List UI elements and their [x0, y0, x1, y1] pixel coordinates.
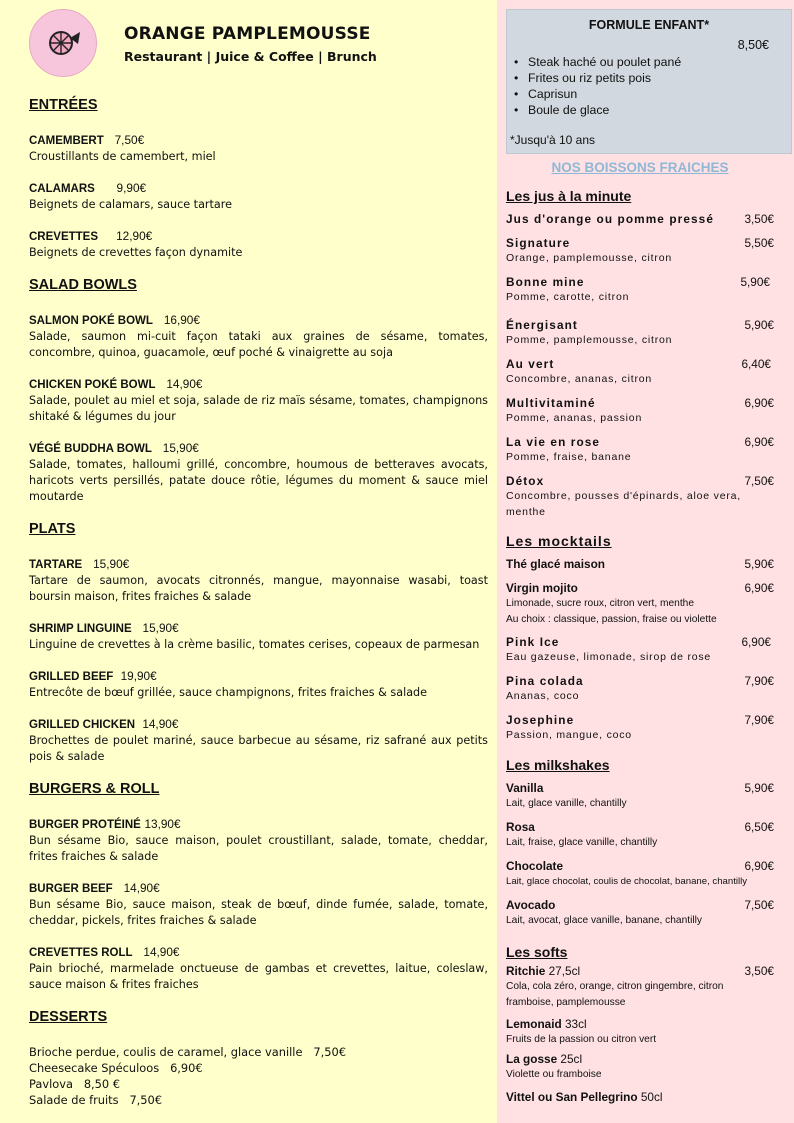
item-name: CHICKEN POKÉ BOWL — [29, 379, 156, 391]
logo — [29, 9, 97, 77]
menu-item — [29, 716, 488, 765]
item-price: 14,90€ — [142, 717, 179, 731]
list-item: • Boule de glace — [528, 102, 681, 118]
restaurant-tagline: Restaurant | Juice & Coffee | Brunch — [124, 49, 377, 64]
kids-menu-note: *Jusqu'à 10 ans — [510, 133, 596, 147]
section-title-softs: Les softs — [506, 944, 568, 960]
item-description: Brochettes de poulet mariné, sauce barbecue au sésame, riz safrané aux petits pois & salade — [29, 734, 488, 763]
drink-price: 6,90€ — [741, 635, 771, 649]
item-name: Pavlova — [29, 1077, 73, 1091]
drink-name: Ritchie — [506, 964, 546, 978]
item-name: SHRIMP LINGUINE — [29, 623, 132, 635]
drink-description-choice: Au choix : classique, passion, fraise ou violette — [506, 613, 717, 625]
drink-name: Avocado — [506, 898, 556, 912]
drink-name: La gosse — [506, 1052, 558, 1066]
drink-volume: 25cl — [560, 1052, 583, 1066]
drink-description: Pomme, ananas, passion — [506, 412, 643, 424]
drink-name: Au vert — [506, 357, 555, 371]
menu-item — [29, 816, 488, 865]
drink-name: Bonne mine — [506, 275, 585, 289]
dessert-list — [29, 1044, 346, 1108]
item-name: CALAMARS — [29, 183, 95, 195]
drink-name: Détox — [506, 474, 545, 488]
drink-price: 6,90€ — [744, 859, 774, 873]
drink-price: 5,50€ — [744, 236, 774, 250]
menu-item — [29, 944, 488, 993]
drink-item — [506, 317, 774, 349]
drink-description: Pomme, pamplemousse, citron — [506, 334, 673, 346]
item-name: TARTARE — [29, 559, 83, 571]
drink-description: Lait, fraise, glace vanille, chantilly — [506, 837, 658, 848]
drink-name: Énergisant — [506, 318, 578, 332]
drink-volume: 50cl — [640, 1090, 663, 1104]
item-price: 14,90€ — [166, 377, 203, 391]
list-item — [29, 1092, 346, 1108]
item-name: GRILLED CHICKEN — [29, 719, 136, 731]
menu-item — [29, 556, 488, 605]
drink-item — [506, 673, 774, 705]
item-price: 7,50€ — [129, 1093, 163, 1107]
drink-description: Lait, avocat, glace vanille, banane, chantilly — [506, 915, 702, 926]
item-description: Pain brioché, marmelade onctueuse de gambas et crevettes, laitue, coleslaw, sauce maison & frites fraiches — [29, 962, 488, 991]
item-price: 14,90€ — [143, 945, 180, 959]
section-title-milkshakes: Les milkshakes — [506, 757, 610, 773]
restaurant-name: ORANGE PAMPLEMOUSSE — [124, 24, 371, 44]
drink-item — [506, 556, 774, 572]
item-price: 7,50€ — [313, 1045, 346, 1059]
section-title-salad-bowls: SALAD BOWLS — [29, 277, 137, 293]
drink-item — [506, 897, 774, 929]
drink-price: 7,90€ — [744, 713, 774, 727]
drink-name: La vie en rose — [506, 435, 601, 449]
item-description: Beignets de calamars, sauce tartare — [29, 198, 233, 211]
drink-price: 7,50€ — [744, 898, 774, 912]
drink-description: Eau gazeuse, limonade, sirop de rose — [506, 651, 712, 663]
drink-item — [506, 780, 774, 812]
item-description: Bun sésame Bio, sauce maison, steak de bœuf, dinde fumée, salade, tomate, cheddar, pickels, frites fraiches & salade — [29, 898, 488, 927]
drink-name: Virgin mojito — [506, 581, 578, 595]
item-price: 7,50€ — [114, 133, 145, 147]
item-description: Beignets de crevettes façon dynamite — [29, 246, 243, 259]
item-description: Entrecôte de bœuf grillée, sauce champignons, frites fraiches & salade — [29, 686, 428, 699]
menu-item — [29, 132, 488, 165]
drink-item — [506, 211, 774, 227]
drink-description: Violette ou framboise — [506, 1069, 602, 1080]
drink-price: 6,90€ — [744, 581, 774, 595]
drink-price: 6,90€ — [744, 435, 774, 449]
drink-description: Lait, glace chocolat, coulis de chocolat, banane, chantilly — [506, 876, 748, 887]
drink-price: 5,90€ — [744, 781, 774, 795]
drink-description: Cola, cola zéro, orange, citron gingembre, citron framboise, pamplemousse — [506, 981, 724, 1008]
item-name: BURGER PROTÉINÉ — [29, 819, 141, 831]
list-item — [29, 1044, 346, 1060]
drink-item — [506, 634, 774, 666]
section-title-entrees: ENTRÉES — [29, 97, 98, 113]
item-name: CREVETTES ROLL — [29, 947, 133, 959]
item-description: Salade, saumon mi-cuit façon tataki aux graines de sésame, tomates, concombre, quinoa, guacamole, œuf poché & vinaigrette au soja — [29, 330, 488, 359]
drinks-title: NOS BOISSONS FRAICHES — [551, 160, 729, 175]
drink-item — [506, 1016, 774, 1048]
kids-menu-list — [528, 54, 681, 118]
item-price: 15,90€ — [162, 441, 199, 455]
drink-item — [506, 395, 774, 427]
drink-price: 5,90€ — [744, 318, 774, 332]
section-title-jus: Les jus à la minute — [506, 188, 632, 204]
drink-price: 3,50€ — [744, 964, 774, 978]
drink-name: Rosa — [506, 820, 535, 834]
item-name: Cheesecake Spéculoos — [29, 1061, 160, 1075]
drink-description: Ananas, coco — [506, 690, 580, 702]
menu-item — [29, 180, 488, 213]
drink-name: Jus d'orange ou pomme pressé — [506, 212, 714, 226]
drink-price: 6,40€ — [741, 357, 771, 371]
drink-description: Orange, pamplemousse, citron — [506, 252, 672, 264]
kids-menu-box — [506, 9, 792, 154]
drink-item — [506, 580, 774, 627]
list-item: • Steak haché ou poulet pané — [528, 54, 681, 70]
item-price: 14,90€ — [123, 881, 160, 895]
drink-item — [506, 274, 774, 306]
item-price: 15,90€ — [142, 621, 179, 635]
drink-price: 5,90€ — [744, 557, 774, 571]
list-item — [29, 1076, 346, 1092]
drink-item — [506, 235, 774, 267]
list-item — [29, 1060, 346, 1076]
drink-description: Passion, mangue, coco — [506, 729, 632, 741]
drink-name: Vanilla — [506, 781, 544, 795]
grapefruit-icon — [30, 10, 98, 78]
menu-item — [29, 376, 488, 425]
drink-description: Pomme, carotte, citron — [506, 291, 630, 303]
section-title-plats: PLATS — [29, 521, 76, 537]
drink-description: Lait, glace vanille, chantilly — [506, 798, 627, 809]
item-name: GRILLED BEEF — [29, 671, 114, 683]
list-item: • Caprisun — [528, 86, 681, 102]
drink-price: 5,90€ — [740, 275, 770, 289]
drink-volume: 33cl — [565, 1017, 587, 1031]
item-price: 19,90€ — [120, 669, 157, 683]
item-price: 13,90€ — [144, 817, 181, 831]
item-description: Croustillants de camembert, miel — [29, 150, 216, 163]
item-description: Salade, tomates, halloumi grillé, concombre, houmous de betteraves avocats, haricots verts persillés, patate douce rôtie, légumes du moment & sauce miel moutarde — [29, 458, 488, 503]
drink-item — [506, 356, 774, 388]
kids-menu-price: 8,50€ — [737, 38, 769, 52]
menu-item — [29, 668, 488, 701]
item-description: Salade, poulet au miel et soja, salade de riz maïs sésame, tomates, champignons shitaké & légumes du jour — [29, 394, 488, 423]
drink-description: Pomme, fraise, banane — [506, 451, 632, 463]
menu-item — [29, 312, 488, 361]
drink-name: Josephine — [506, 713, 575, 727]
item-name: CREVETTES — [29, 231, 99, 243]
drink-item — [506, 858, 774, 890]
drink-name: Chocolate — [506, 859, 564, 873]
drink-item — [506, 1051, 774, 1083]
drink-price: 7,90€ — [744, 674, 774, 688]
drink-price: 6,50€ — [744, 820, 774, 834]
section-title-mocktails: Les mocktails — [506, 533, 612, 549]
drink-description: Limonade, sucre roux, citron vert, menthe — [506, 598, 694, 609]
item-description: Linguine de crevettes à la crème basilic, tomates cerises, copeaux de parmesan — [29, 638, 480, 651]
drink-item — [506, 963, 774, 1010]
drink-item — [506, 1089, 774, 1105]
section-title-burgers: BURGERS & ROLL — [29, 781, 160, 797]
drink-description: Fruits de la passion ou citron vert — [506, 1034, 657, 1045]
item-price: 16,90€ — [163, 313, 200, 327]
item-price: 9,90€ — [116, 181, 147, 195]
drink-item — [506, 473, 774, 520]
drink-volume: 27,5cl — [548, 964, 581, 978]
drink-name: Thé glacé maison — [506, 557, 605, 571]
drink-item — [506, 712, 774, 744]
item-price: 15,90€ — [93, 557, 130, 571]
item-name: Brioche perdue, coulis de caramel, glace vanille — [29, 1045, 303, 1059]
section-title-desserts: DESSERTS — [29, 1009, 108, 1025]
item-price: 8,50 € — [83, 1077, 121, 1091]
item-name: VÉGÉ BUDDHA BOWL — [29, 443, 152, 455]
item-name: Salade de fruits — [29, 1093, 119, 1107]
item-name: BURGER BEEF — [29, 883, 113, 895]
drink-name: Signature — [506, 236, 571, 250]
item-description: Tartare de saumon, avocats citronnés, mangue, mayonnaise wasabi, toast boursin maison, frites fraiches & salade — [29, 574, 488, 603]
drink-name: Vittel ou San Pellegrino — [506, 1090, 638, 1104]
kids-menu-title: FORMULE ENFANT* — [588, 18, 710, 32]
item-price: 12,90€ — [116, 229, 153, 243]
drink-item — [506, 434, 774, 466]
item-name: SALMON POKÉ BOWL — [29, 315, 153, 327]
item-price: 6,90€ — [170, 1061, 203, 1075]
drink-name: Multivitaminé — [506, 396, 596, 410]
drink-price: 6,90€ — [744, 396, 774, 410]
list-item: • Frites ou riz petits pois — [528, 70, 681, 86]
menu-item — [29, 880, 488, 929]
drink-name: Pink Ice — [506, 635, 560, 649]
menu-item — [29, 440, 488, 505]
menu-item — [29, 228, 488, 261]
menu-item — [29, 620, 488, 653]
item-description: Bun sésame Bio, sauce maison, poulet croustillant, salade, tomate, cheddar, frites fraiches & salade — [29, 834, 488, 863]
drink-name: Lemonaid — [506, 1017, 562, 1031]
item-name: CAMEMBERT — [29, 135, 104, 147]
drink-name: Pina colada — [506, 674, 584, 688]
drink-price: 7,50€ — [744, 474, 774, 488]
drink-description: Concombre, pousses d'épinards, aloe vera, menthe — [506, 490, 742, 518]
drink-description: Concombre, ananas, citron — [506, 373, 653, 385]
drink-item — [506, 819, 774, 851]
drink-price: 3,50€ — [744, 212, 774, 226]
